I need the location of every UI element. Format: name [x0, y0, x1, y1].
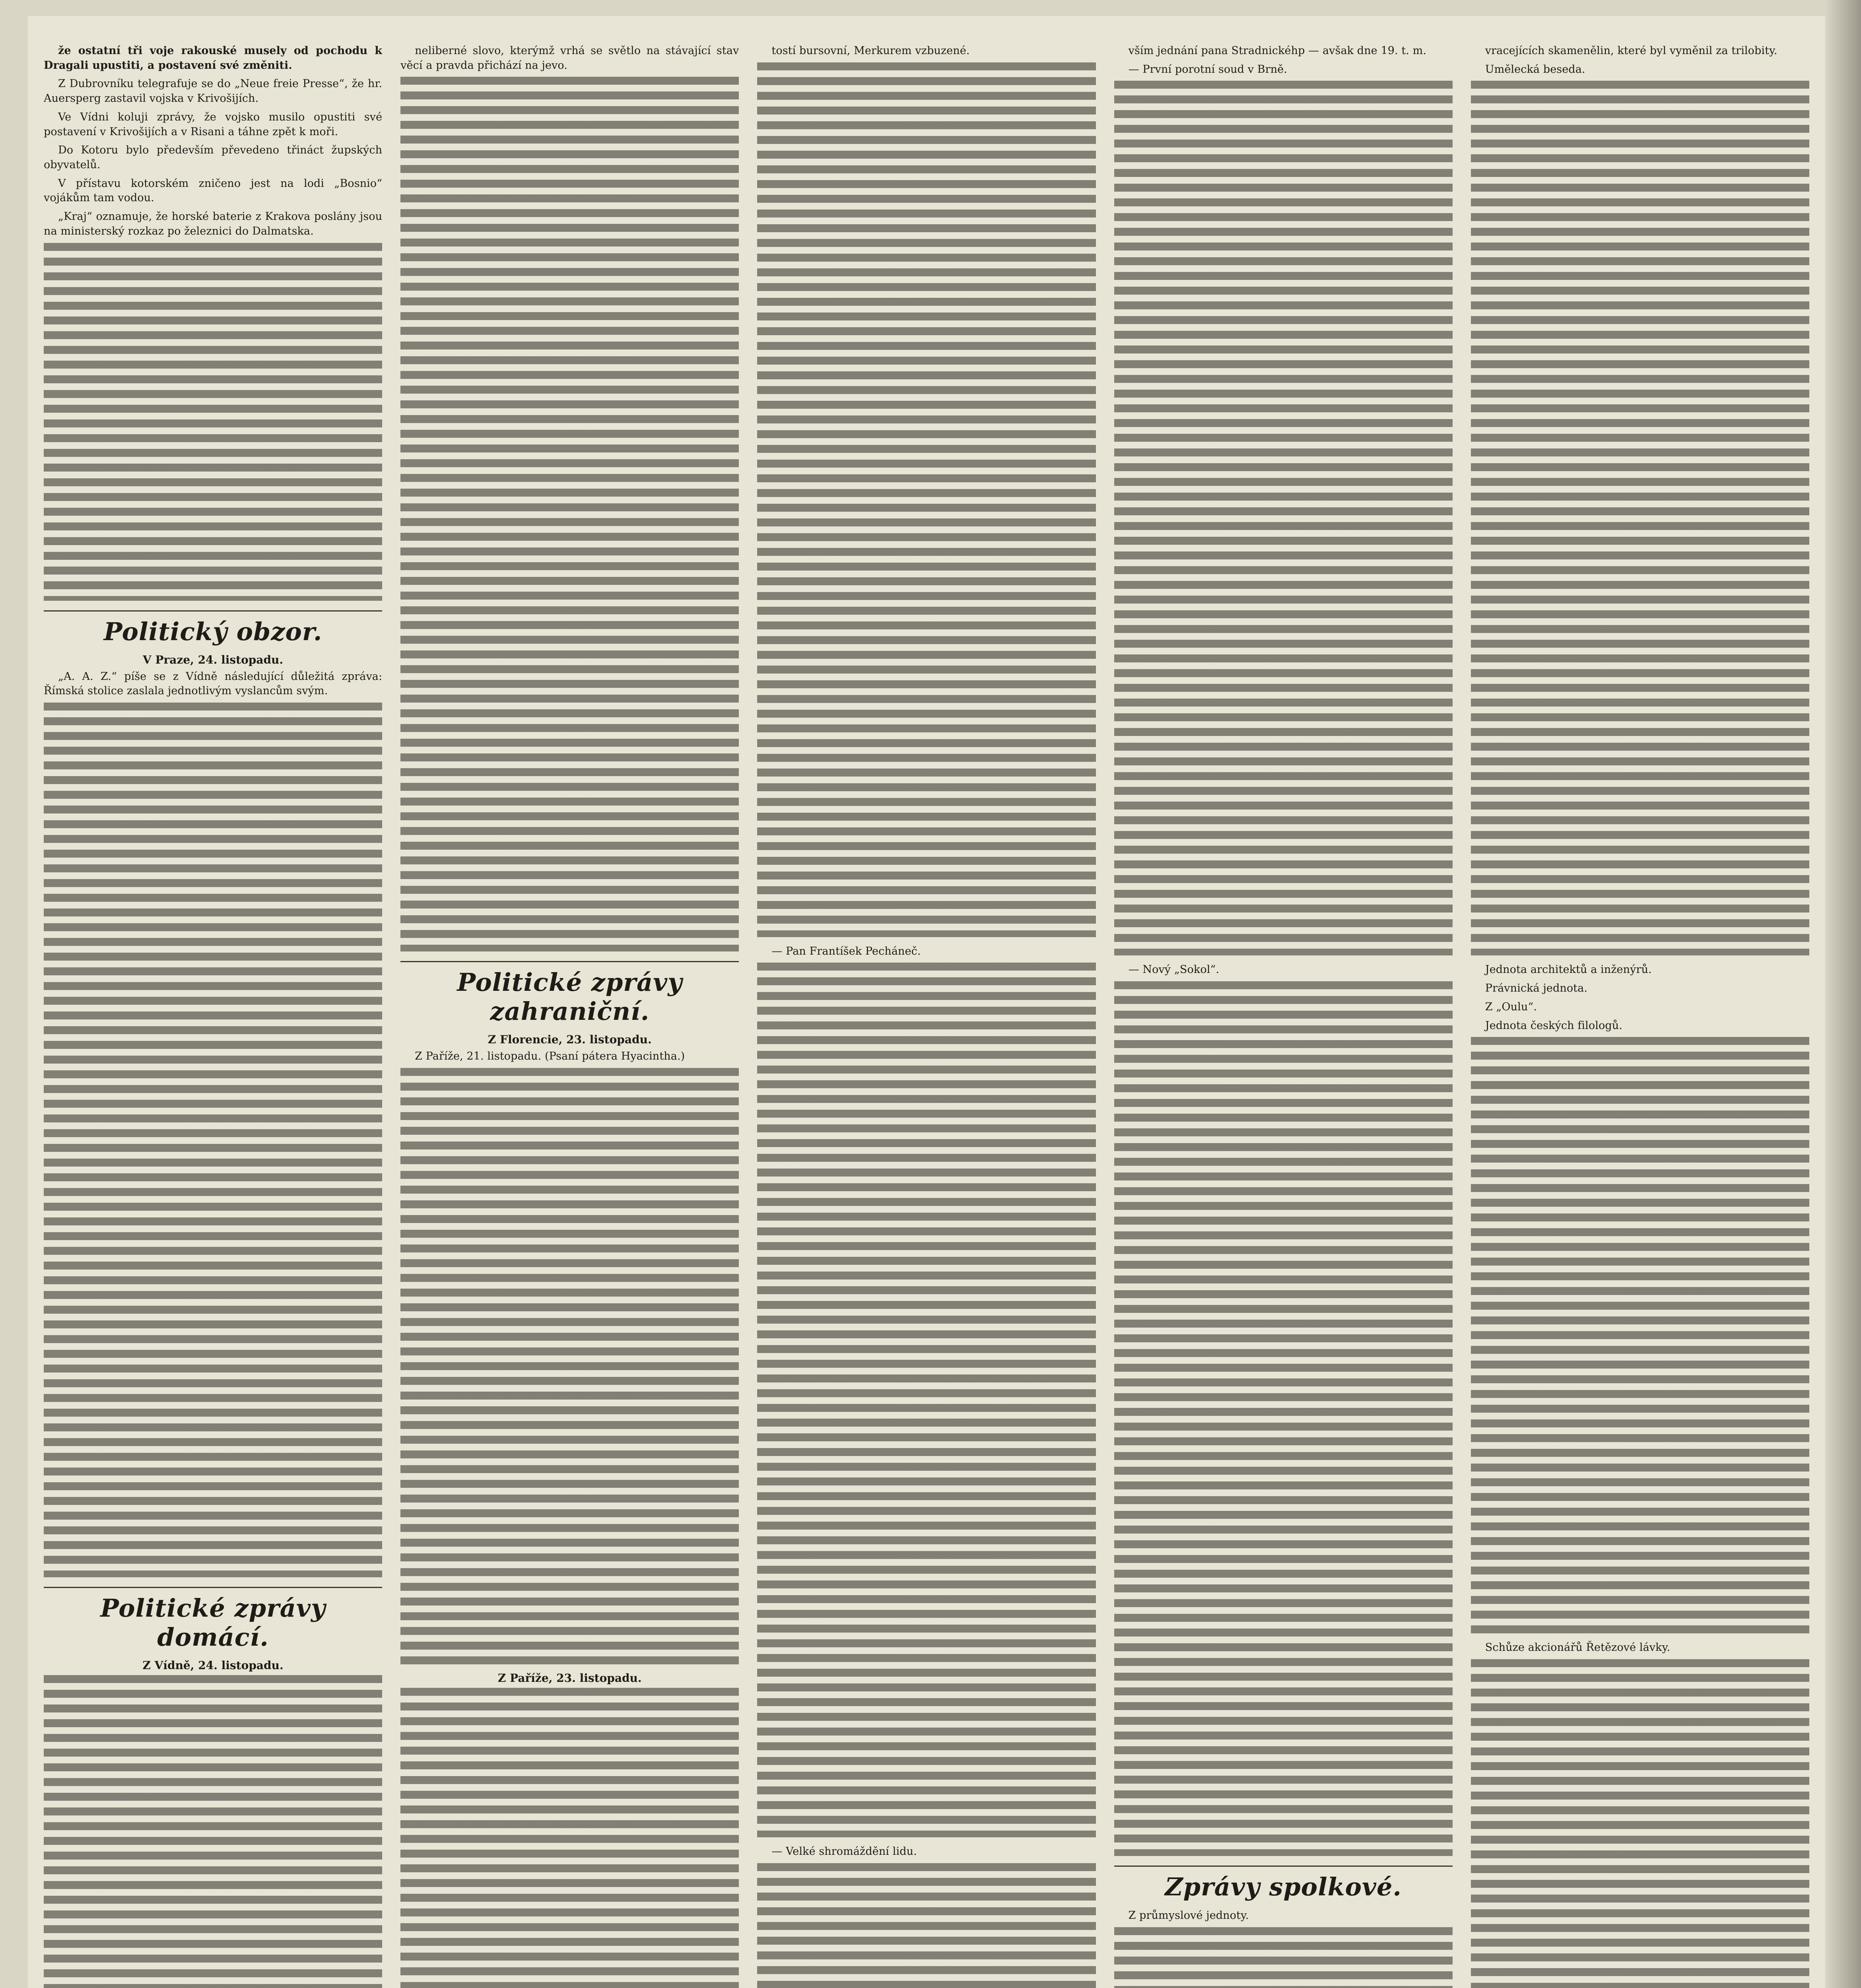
- paragraph: Ve Vídni koluji zprávy, že vojsko musilo opustiti své postavení v Krivošijích a v Risani a táhne zpět k moři.: [44, 111, 383, 138]
- column-3: [757, 44, 1096, 1988]
- paragraph: že ostatní tři voje rakouské musely od pochodu k Dragali upustiti, a postavení své změniti.: [44, 45, 383, 72]
- paragraph: vším jednání pana Stradnickéhp — avšak dne 19. t. m.: [1128, 45, 1427, 57]
- dateline: Z Vídně, 24. listopadu.: [142, 1659, 284, 1672]
- paragraph: Umělecká beseda.: [1485, 63, 1585, 76]
- section-heading: Politické zprávy domácí.: [44, 1587, 382, 1652]
- paragraph: Jednota českých filologů.: [1485, 1019, 1622, 1032]
- column-5: [1471, 44, 1809, 1988]
- paragraph: tostí bursovní, Merkurem vzbuzené.: [771, 45, 970, 57]
- dateline: Z Paříže, 23. listopadu.: [497, 1672, 642, 1685]
- paragraph: vracejících skamenělin, které byl vyměnil za trilobity.: [1485, 45, 1777, 57]
- section-heading: Politický obzor.: [44, 610, 382, 646]
- newspaper-page: [28, 16, 1833, 1988]
- text-block: [757, 963, 1096, 1837]
- text-block: [44, 703, 382, 1577]
- paragraph: Z Paříže, 21. listopadu. (Psaní pátera Hyacintha.): [415, 1050, 685, 1063]
- paragraph: neliberné slovo, kterýmž vrhá se světlo na stávající stav věcí a pravda přichází na jevo.: [400, 45, 739, 72]
- text-block: [1114, 981, 1453, 1856]
- text-block: [1471, 1037, 1809, 1633]
- paragraph: „A. A. Z.“ píše se z Vídně následující důležitá zpráva: Římská stolice zaslala jednotlivým vyslancům svým.: [44, 670, 383, 697]
- text-block: [1114, 1927, 1453, 1988]
- column-4: [1114, 44, 1453, 1988]
- text-block: [44, 243, 382, 601]
- paragraph: „Kraj“ oznamuje, že horské baterie z Krakova poslány jsou na ministerský rozkaz po železnici do Dalmatska.: [44, 210, 383, 237]
- text-block: [44, 1675, 382, 1988]
- page-edge-shadow: [1825, 0, 1861, 1988]
- paragraph: Právnická jednota.: [1485, 982, 1588, 995]
- paragraph: V přístavu kotorském zničeno jest na lodi „Bosnio“ vojákům tam vodou.: [44, 177, 383, 204]
- paragraph: Jednota architektů a inženýrů.: [1485, 963, 1652, 976]
- column-grid: [44, 44, 1809, 1988]
- column-2: [400, 44, 739, 1988]
- paragraph: Z Dubrovníku telegrafuje se do „Neue freie Presse“, že hr. Auersperg zastavil vojska v Krivošijích.: [44, 78, 383, 105]
- paragraph: Schůze akcionářů Řetězové lávky.: [1485, 1641, 1671, 1654]
- text-block: [400, 1688, 739, 1988]
- section-heading: Politické zprávy zahraniční.: [400, 961, 739, 1026]
- text-block: [400, 1068, 739, 1664]
- paragraph: — Velké shromáždění lidu.: [771, 1845, 917, 1858]
- paragraph: Do Kotoru bylo především převedeno třináct župských obyvatelů.: [44, 144, 383, 171]
- text-block: [757, 1863, 1096, 1988]
- text-block: [1471, 1659, 1809, 1988]
- paragraph: — Nový „Sokol“.: [1128, 963, 1220, 976]
- dateline: Z Florencie, 23. listopadu.: [488, 1033, 652, 1046]
- dateline: V Praze, 24. listopadu.: [143, 653, 284, 666]
- text-block: [400, 77, 739, 951]
- text-block: [1114, 81, 1453, 955]
- paragraph: — První porotní soud v Brně.: [1128, 63, 1287, 76]
- text-block: [1471, 81, 1809, 955]
- paragraph: — Pan Frantíšek Pecháneč.: [771, 945, 921, 957]
- text-block: [757, 62, 1096, 937]
- paragraph: Z průmyslové jednoty.: [1128, 1909, 1249, 1922]
- section-heading: Zprávy spolkové.: [1114, 1866, 1453, 1901]
- paragraph: Z „Oulu“.: [1485, 1000, 1537, 1013]
- column-1: [44, 44, 382, 1988]
